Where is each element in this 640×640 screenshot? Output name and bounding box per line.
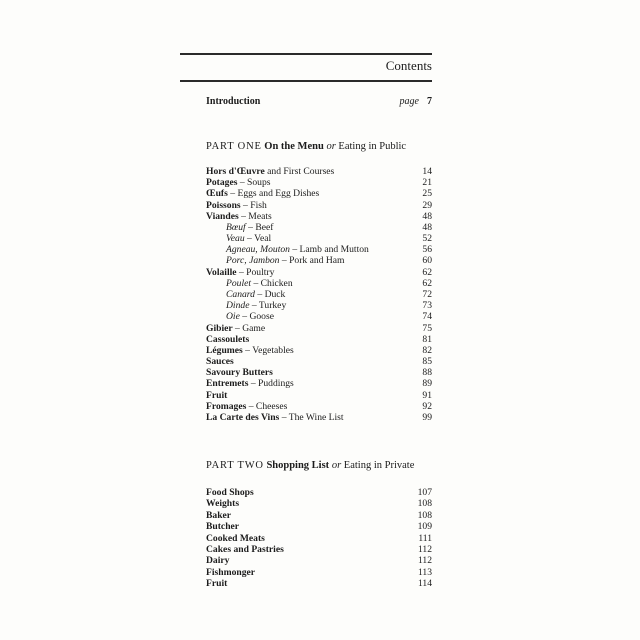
- entry-page: 91: [422, 389, 432, 401]
- entry-title-rest: Veal: [254, 233, 272, 245]
- entry-separator: –: [236, 266, 247, 278]
- entry-title-bold: Dairy: [206, 555, 230, 567]
- part-or: or: [326, 141, 336, 152]
- entry-title-bold: Viandes: [206, 210, 239, 222]
- toc-entry[interactable]: [206, 334, 432, 345]
- entry-separator: –: [227, 188, 238, 200]
- entry-page: 114: [417, 578, 432, 590]
- toc-entry[interactable]: [206, 211, 432, 222]
- entry-title-bold: Weights: [206, 498, 240, 510]
- toc-entry[interactable]: [206, 188, 432, 199]
- toc-entry[interactable]: [206, 367, 432, 378]
- part-label: PART ONE: [206, 141, 262, 152]
- top-rule: [180, 53, 432, 55]
- part-title: On the Menu: [264, 141, 324, 152]
- toc-entry[interactable]: [226, 222, 432, 233]
- entry-label: Introduction: [206, 96, 261, 107]
- entry-separator: –: [279, 255, 290, 267]
- entry-separator: –: [289, 244, 300, 256]
- entry-separator: –: [249, 300, 259, 312]
- entry-separator: –: [254, 288, 265, 300]
- entry-title-bold: Butcher: [206, 521, 240, 533]
- entry-title-bold: Potages: [206, 177, 238, 189]
- entry-page: 113: [417, 566, 432, 578]
- entry-page: 72: [422, 288, 432, 300]
- entry-title-bold: Poissons: [206, 199, 241, 211]
- entry-title-italic: Canard: [226, 288, 255, 300]
- entry-title-rest: Poultry: [246, 266, 275, 278]
- toc-entry[interactable]: [206, 544, 432, 555]
- entry-page: 29: [422, 199, 432, 211]
- entry-page: 88: [422, 367, 432, 379]
- entry-page: 60: [422, 255, 432, 267]
- page-title: Contents: [385, 58, 432, 73]
- toc-entry[interactable]: [226, 300, 432, 311]
- title-rule: [180, 80, 432, 82]
- entry-title-bold: Légumes: [206, 344, 243, 356]
- entry-page: 73: [422, 300, 432, 312]
- part-label: PART TWO: [206, 460, 264, 471]
- entry-title-italic: Bœuf: [226, 221, 246, 233]
- entry-title-bold: Entremets: [206, 378, 249, 390]
- entry-title-bold: Baker: [206, 509, 232, 521]
- toc-entry[interactable]: [206, 498, 432, 509]
- page-number: 7: [427, 96, 432, 107]
- entry-title-rest: Puddings: [258, 378, 294, 390]
- toc-entry[interactable]: [206, 533, 432, 544]
- entry-page: 99: [422, 411, 432, 423]
- entry-title-rest: The Wine List: [288, 411, 344, 423]
- entry-title-rest: Vegetables: [252, 344, 294, 356]
- part-title: Shopping List: [266, 460, 330, 471]
- toc-entry[interactable]: [206, 177, 432, 188]
- part-or: or: [331, 460, 342, 471]
- entry-title-italic: Dinde: [226, 300, 250, 312]
- entry-title-rest: Turkey: [258, 300, 287, 312]
- entry-separator: –: [239, 311, 250, 323]
- toc-entry[interactable]: [206, 555, 432, 566]
- toc-entry[interactable]: [206, 356, 432, 367]
- entry-page: 109: [417, 521, 432, 533]
- toc-entry[interactable]: [206, 345, 432, 356]
- toc-entry[interactable]: [206, 166, 432, 177]
- entry-title-rest: Eggs and Egg Dishes: [237, 188, 320, 200]
- entry-page: 74: [422, 311, 432, 323]
- entry-title-rest: Cheeses: [255, 400, 288, 412]
- entry-title-rest: and First Courses: [264, 166, 335, 177]
- entry-title-rest: Fish: [250, 199, 267, 211]
- entry-separator: –: [232, 322, 243, 334]
- entry-title-italic: Oie: [226, 311, 240, 323]
- entry-title-rest: Goose: [249, 311, 274, 323]
- entry-title-bold: Food Shops: [206, 487, 254, 498]
- entry-page: 89: [422, 378, 432, 390]
- entry-page: [400, 96, 432, 107]
- entry-title-italic: Agneau, Mouton: [226, 244, 290, 256]
- toc-entry[interactable]: [206, 267, 432, 278]
- toc-entry[interactable]: [226, 289, 432, 300]
- toc-entry[interactable]: [206, 401, 432, 412]
- entry-page: 21: [422, 177, 432, 189]
- entry-separator: –: [240, 199, 251, 211]
- entry-title-italic: Porc, Jambon: [226, 255, 280, 267]
- entry-separator: –: [242, 344, 253, 356]
- entry-page: 108: [417, 498, 432, 510]
- toc-entry[interactable]: [206, 567, 432, 578]
- entry-title-rest: Beef: [255, 221, 274, 233]
- toc-entry[interactable]: [206, 378, 432, 389]
- entry-title-bold: Cakes and Pastries: [206, 544, 284, 555]
- entry-page: 82: [422, 344, 432, 356]
- toc-entry[interactable]: [226, 311, 432, 322]
- entry-page: 14: [422, 166, 432, 177]
- entry-page: 111: [418, 532, 432, 544]
- entry-title-bold: Fishmonger: [206, 566, 256, 578]
- toc-entry[interactable]: [206, 510, 432, 521]
- entry-title-bold: Fruit: [206, 578, 228, 590]
- toc-entry[interactable]: [206, 487, 432, 498]
- page-word: page: [399, 96, 419, 107]
- entry-page: 112: [417, 544, 432, 555]
- entry-separator: –: [237, 177, 248, 189]
- toc-entry[interactable]: [226, 255, 432, 266]
- entry-title-rest: Duck: [264, 288, 286, 300]
- entry-page: 48: [422, 221, 432, 233]
- entry-separator: –: [246, 400, 256, 412]
- entry-title-italic: Veau: [226, 233, 245, 245]
- entry-separator: –: [238, 210, 249, 222]
- entry-title-bold: Fruit: [206, 389, 228, 401]
- entry-title-bold: Gibier: [206, 322, 233, 334]
- part-subtitle: Eating in Public: [338, 141, 407, 152]
- toc-entry[interactable]: [226, 278, 432, 289]
- entry-page: 75: [422, 322, 432, 334]
- entry-page: 107: [417, 487, 432, 498]
- entry-title-italic: Poulet: [226, 277, 252, 289]
- entry-page: 62: [422, 277, 432, 289]
- entry-title-rest: Lamb and Mutton: [299, 244, 369, 256]
- entry-separator: –: [244, 233, 255, 245]
- entry-title-rest: Meats: [248, 210, 272, 222]
- entry-title-rest: Game: [242, 322, 266, 334]
- entry-title-rest: Chicken: [260, 277, 293, 289]
- entry-title-bold: Volaille: [206, 266, 237, 278]
- entry-page: 108: [417, 509, 432, 521]
- entry-title-bold: Sauces: [206, 356, 234, 368]
- entry-page: 62: [422, 266, 432, 278]
- toc-entry[interactable]: [226, 233, 432, 244]
- entry-separator: –: [248, 378, 259, 390]
- toc-entry[interactable]: [226, 244, 432, 255]
- entry-page: 81: [422, 333, 432, 345]
- toc-entry[interactable]: [206, 521, 432, 532]
- part-two-heading: [206, 460, 414, 471]
- entry-page: 85: [422, 356, 432, 368]
- toc-entry[interactable]: [206, 390, 432, 401]
- entry-separator: –: [279, 411, 289, 423]
- entry-title-bold: La Carte des Vins: [206, 411, 280, 423]
- entry-title-bold: Cassoulets: [206, 333, 250, 345]
- toc-entry[interactable]: [206, 578, 432, 589]
- entry-page: 56: [422, 244, 432, 256]
- entry-title-rest: Pork and Ham: [289, 255, 345, 267]
- entry-title-bold: Œufs: [206, 188, 228, 200]
- toc-introduction[interactable]: [206, 96, 432, 107]
- entry-separator: –: [245, 221, 256, 233]
- entry-title-bold: Fromages: [206, 400, 247, 412]
- entry-page: 112: [417, 555, 432, 567]
- entry-page: 48: [422, 210, 432, 222]
- entry-title-bold: Cooked Meats: [206, 532, 265, 544]
- part-one-heading: [206, 141, 406, 152]
- entry-title-bold: Hors d'Œuvre: [206, 166, 265, 177]
- entry-title-bold: Savoury Butters: [206, 367, 273, 379]
- entry-separator: –: [251, 277, 261, 289]
- entry-page: 92: [422, 400, 432, 412]
- toc-entry[interactable]: [206, 323, 432, 334]
- toc-entry[interactable]: [206, 200, 432, 211]
- entry-title-rest: Soups: [247, 177, 271, 189]
- entry-page: 52: [422, 233, 432, 245]
- part-subtitle: Eating in Private: [343, 460, 415, 471]
- toc-entry[interactable]: [206, 412, 432, 423]
- entry-page: 25: [422, 188, 432, 200]
